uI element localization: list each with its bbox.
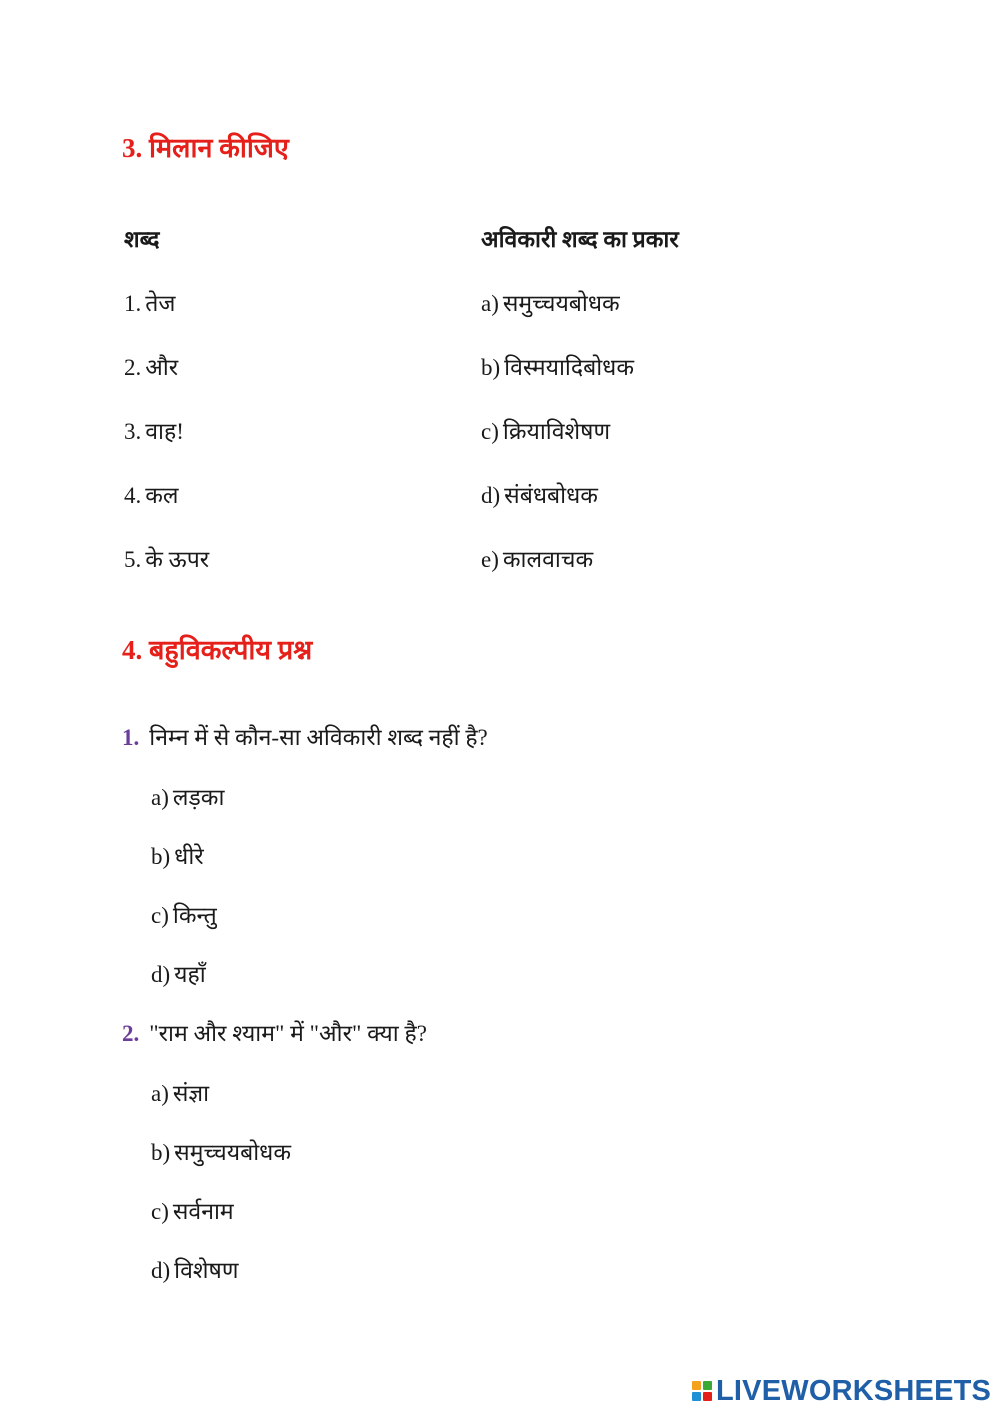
question-2-option-d[interactable] [151, 1253, 238, 1285]
logo-block [703, 1381, 712, 1390]
match-right-index: e) [481, 547, 499, 572]
question-1-option-c[interactable] [151, 898, 217, 930]
option-text: यहाँ [174, 962, 206, 987]
match-left-item [124, 542, 209, 574]
column-header-types: अविकारी शब्द का प्रकार [481, 227, 679, 252]
option-text: लड़का [172, 785, 225, 810]
option-index: c) [151, 903, 169, 928]
option-text: धीरे [174, 844, 204, 869]
question-1-option-d[interactable] [151, 957, 206, 989]
match-left-word: कल [145, 483, 179, 508]
match-left-index: 5. [124, 547, 142, 572]
match-right-item [481, 350, 634, 382]
logo-block [703, 1392, 712, 1401]
option-index: d) [151, 1258, 171, 1283]
question-1-option-a[interactable] [151, 780, 224, 812]
match-right-index: a) [481, 291, 499, 316]
match-left-index: 3. [124, 419, 142, 444]
match-left-item [124, 350, 178, 382]
match-right-index: c) [481, 419, 499, 444]
match-left-item [124, 478, 179, 510]
option-text: सर्वनाम [172, 1199, 234, 1224]
logo-blocks-icon [692, 1381, 712, 1401]
question-text: निम्न में से कौन-सा अविकारी शब्द नहीं है? [149, 725, 488, 750]
liveworksheets-logo [692, 1374, 991, 1408]
column-header-words: शब्द [124, 227, 160, 252]
match-left-item [124, 286, 175, 318]
match-left-item [124, 414, 184, 446]
option-text: विशेषण [174, 1258, 239, 1283]
question-number: 1. [122, 725, 140, 750]
option-index: b) [151, 844, 171, 869]
match-left-index: 2. [124, 355, 142, 380]
match-left-word: और [145, 355, 179, 380]
match-right-type: समुच्चयबोधक [502, 291, 620, 316]
question-2-option-a[interactable] [151, 1076, 209, 1108]
match-left-index: 1. [124, 291, 142, 316]
match-right-index: b) [481, 355, 501, 380]
question-2-option-c[interactable] [151, 1194, 234, 1226]
question-1-option-b[interactable] [151, 839, 204, 871]
logo-block [692, 1381, 701, 1390]
option-text: संज्ञा [172, 1081, 210, 1106]
option-text: समुच्चयबोधक [174, 1140, 291, 1165]
logo-block [692, 1392, 701, 1401]
question-text: "राम और श्याम" में "और" क्या है? [149, 1021, 427, 1046]
match-left-index: 4. [124, 483, 142, 508]
option-index: a) [151, 1081, 169, 1106]
option-index: a) [151, 785, 169, 810]
question-number: 2. [122, 1021, 140, 1046]
option-index: b) [151, 1140, 171, 1165]
match-left-word: वाह! [145, 419, 184, 444]
match-left-word: तेज [145, 291, 176, 316]
match-right-type: कालवाचक [502, 547, 594, 572]
match-right-type: क्रियाविशेषण [502, 419, 611, 444]
section-4-title: 4. बहुविकल्पीय प्रश्न [122, 635, 313, 665]
match-left-word: के ऊपर [145, 547, 210, 572]
option-text: किन्तु [172, 903, 217, 928]
option-index: d) [151, 962, 171, 987]
match-right-type: विस्मयादिबोधक [504, 355, 634, 380]
match-right-item [481, 286, 620, 318]
match-right-item [481, 478, 598, 510]
question-2-option-b[interactable] [151, 1135, 291, 1167]
option-index: c) [151, 1199, 169, 1224]
match-right-index: d) [481, 483, 501, 508]
match-right-item [481, 414, 610, 446]
match-right-item [481, 542, 593, 574]
section-3-title: 3. मिलान कीजिए [122, 133, 289, 163]
logo-text: LIVEWORKSHEETS [716, 1374, 992, 1407]
question-2 [122, 1016, 427, 1048]
question-1 [122, 720, 488, 752]
match-right-type: संबंधबोधक [504, 483, 598, 508]
